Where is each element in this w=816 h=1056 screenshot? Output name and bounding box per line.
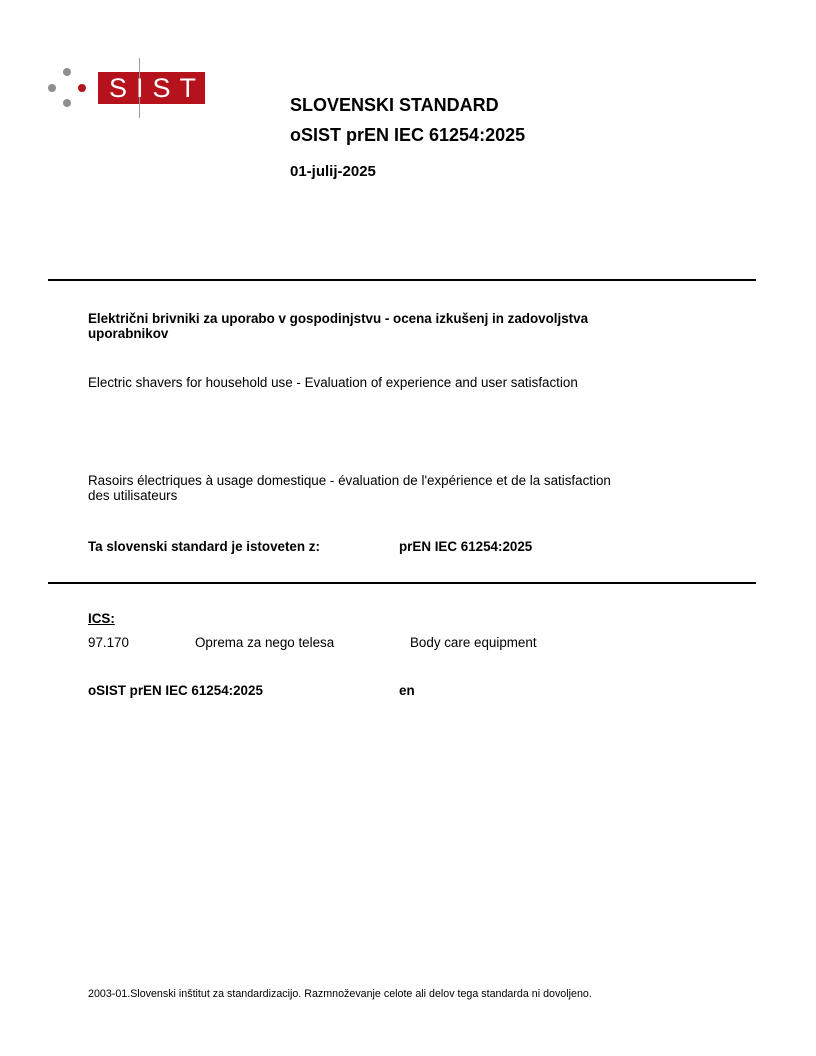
title-french-line1: Rasoirs électriques à usage domestique - évaluation de l'expérience et de la satisfaction	[88, 473, 611, 488]
title-english: Electric shavers for household use - Evaluation of experience and user satisfaction	[88, 375, 578, 390]
bottom-divider	[48, 582, 756, 584]
title-slovenian-line1: Električni brivniki za uporabo v gospodinjstvu - ocena izkušenj in zadovoljstva	[88, 311, 589, 326]
top-divider	[48, 279, 756, 281]
logo-dot-grey-left	[48, 84, 56, 92]
standard-date: 01-julij-2025	[290, 163, 376, 180]
logo-text: SIST	[109, 73, 206, 103]
identical-label: Ta slovenski standard je istoveten z:	[88, 539, 320, 554]
identical-value: prEN IEC 61254:2025	[399, 539, 533, 554]
copyright-footer: 2003-01.Slovenski inštitut za standardizacijo. Razmnoževanje celote ali delov tega standarda ni dovoljeno.	[88, 988, 592, 1000]
logo-dot-grey-bottom	[63, 99, 71, 107]
logo-dot-red	[78, 84, 86, 92]
logo-dot-grey-top	[63, 68, 71, 76]
title-french-line2: des utilisateurs	[88, 488, 178, 503]
standard-code: oSIST prEN IEC 61254:2025	[290, 125, 526, 145]
ics-slovenian: Oprema za nego telesa	[195, 635, 335, 650]
ics-code: 97.170	[88, 635, 129, 650]
ics-english: Body care equipment	[410, 635, 537, 650]
logo-badge	[98, 72, 205, 104]
designation-code: oSIST prEN IEC 61254:2025	[88, 683, 263, 698]
standard-type: SLOVENSKI STANDARD	[290, 95, 499, 115]
title-slovenian-line2: uporabnikov	[88, 326, 169, 341]
designation-language: en	[399, 683, 415, 698]
ics-heading: ICS:	[88, 611, 115, 626]
